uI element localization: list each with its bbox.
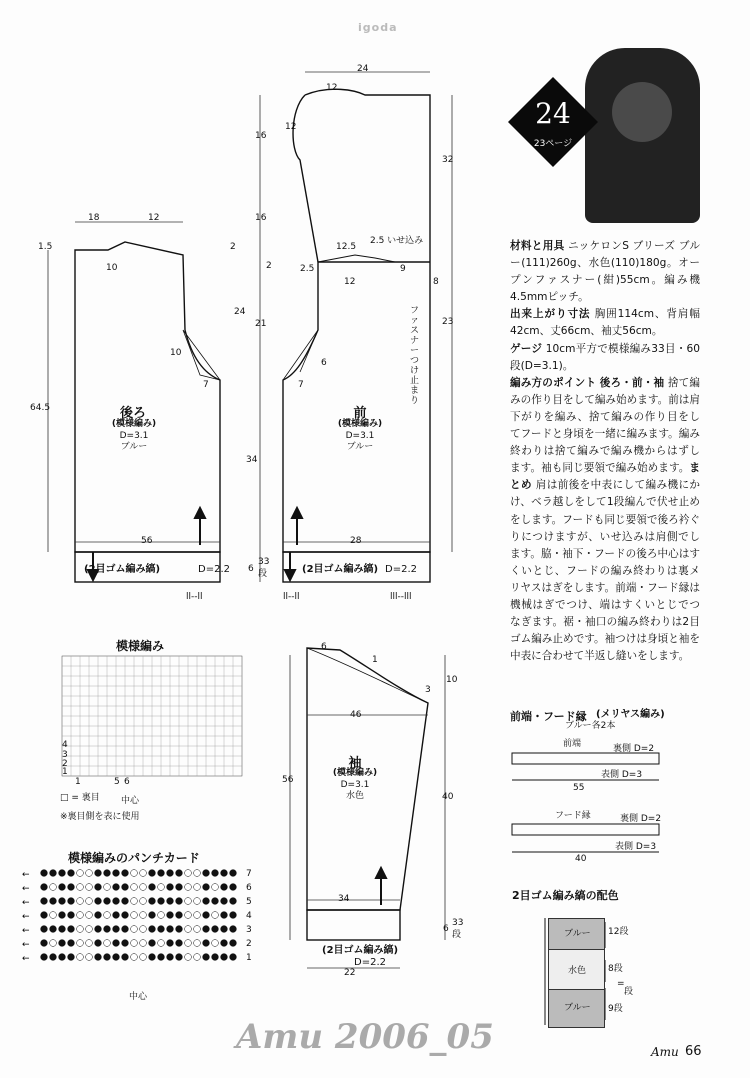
- punch-hole: [221, 912, 228, 919]
- punch-hole: [158, 884, 165, 891]
- back-stitch: (模様編み): [111, 419, 157, 429]
- punch-row-1: 1: [246, 953, 252, 963]
- punch-hole: [68, 898, 75, 905]
- sleeve-dim-46: 46: [350, 710, 362, 720]
- punch-row-3: 3: [246, 925, 252, 935]
- materials-title: 材料と用具: [510, 240, 565, 252]
- punch-hole: [212, 898, 219, 905]
- punch-hole: [77, 912, 84, 919]
- punch-hole: [131, 870, 138, 877]
- size-title: 出来上がり寸法: [510, 308, 591, 321]
- rib-rows-12: 12段: [608, 927, 629, 937]
- front-rib-marks-right: lll--lll: [390, 592, 412, 602]
- hood-edge-strip: [512, 824, 659, 835]
- punch-hole: [131, 912, 138, 919]
- punch-hole: [104, 870, 111, 877]
- punch-hole: [158, 940, 165, 947]
- hood-edge-length: 40: [575, 854, 587, 864]
- punch-hole: [221, 940, 228, 947]
- punch-hole: [140, 884, 147, 891]
- front-zipper-note: ファスナーつけ止まり: [410, 306, 420, 406]
- punch-hole: [41, 884, 48, 891]
- sleeve-dim-33: 33: [452, 918, 464, 928]
- punch-hole: [194, 954, 201, 961]
- back-outline: [75, 242, 220, 552]
- punch-hole: [131, 898, 138, 905]
- sleeve-dim-40: 40: [442, 792, 454, 802]
- punch-hole: [50, 940, 57, 947]
- punch-hole: [176, 898, 183, 905]
- col-dim-16a: 16: [255, 131, 267, 141]
- punch-hole: [212, 954, 219, 961]
- punch-hole: [95, 884, 102, 891]
- punch-hole: [221, 870, 228, 877]
- punch-hole: [122, 940, 129, 947]
- punch-hole: [140, 926, 147, 933]
- stitch-chart-title: 模様編み: [116, 639, 165, 653]
- punch-hole: [167, 884, 174, 891]
- punch-hole: [68, 926, 75, 933]
- punch-hole: [176, 954, 183, 961]
- col-dim-33: 33: [258, 557, 270, 567]
- trim-note: ブルー各2本: [565, 721, 616, 731]
- magazine-watermark: Amu 2006_05: [236, 1017, 494, 1057]
- punch-hole: [176, 870, 183, 877]
- punch-hole: [194, 884, 201, 891]
- front-dim-12-5: 12.5: [336, 242, 357, 252]
- punch-hole: [59, 884, 66, 891]
- punch-hole: [122, 912, 129, 919]
- punch-hole: [221, 884, 228, 891]
- punch-hole: [203, 926, 210, 933]
- rib-rows-9: 9段: [608, 1004, 623, 1014]
- front-edge-inner: 裏側 D=2: [613, 744, 655, 754]
- punch-hole: [122, 884, 129, 891]
- front-dim-8: 8: [433, 277, 439, 287]
- gauge-title: ゲージ: [510, 342, 543, 355]
- punch-hole: [203, 884, 210, 891]
- stitch-row-4: 4: [62, 740, 68, 750]
- punch-hole: [113, 884, 120, 891]
- punch-hole: [104, 926, 111, 933]
- punch-row-arrow: ←: [22, 884, 30, 894]
- punch-hole: [185, 912, 192, 919]
- punch-hole: [68, 884, 75, 891]
- front-dim-23: 23: [442, 317, 454, 327]
- punch-hole: [176, 926, 183, 933]
- punch-hole: [59, 940, 66, 947]
- punch-hole: [140, 940, 147, 947]
- pattern-page-ref: 23ページ: [533, 139, 573, 149]
- back-title: 後ろ: [119, 406, 146, 421]
- punch-hole: [221, 954, 228, 961]
- punch-hole: [194, 926, 201, 933]
- size-text: 胸囲114cm、背肩幅42cm、丈66cm、袖丈56cm。: [510, 308, 700, 338]
- punch-hole: [185, 940, 192, 947]
- punch-hole: [50, 870, 57, 877]
- punch-hole: [77, 898, 84, 905]
- punch-hole: [158, 926, 165, 933]
- punch-hole: [230, 898, 237, 905]
- punch-hole: [158, 870, 165, 877]
- col-dim-16b: 16: [255, 213, 267, 223]
- punch-hole: [149, 912, 156, 919]
- punch-hole: [185, 926, 192, 933]
- punch-hole: [140, 912, 147, 919]
- punch-hole: [41, 870, 48, 877]
- stitch-row-1: 1: [62, 767, 68, 777]
- punch-hole: [113, 954, 120, 961]
- punch-hole: [41, 940, 48, 947]
- punch-row-arrow: ←: [22, 940, 30, 950]
- punch-hole: [113, 898, 120, 905]
- punch-hole: [212, 940, 219, 947]
- sleeve-dim-dan: 段: [452, 930, 462, 940]
- stitch-col-1: 1: [75, 777, 81, 787]
- punch-hole: [212, 870, 219, 877]
- punch-hole: [185, 898, 192, 905]
- punch-hole: [95, 940, 102, 947]
- hood-curve: [293, 95, 318, 262]
- punch-row-6: 6: [246, 883, 252, 893]
- back-dim-18: 18: [88, 213, 100, 223]
- punch-hole: [167, 926, 174, 933]
- punch-hole: [68, 912, 75, 919]
- punch-hole: [41, 898, 48, 905]
- punch-hole: [131, 954, 138, 961]
- punch-hole: [230, 940, 237, 947]
- punch-hole: [158, 898, 165, 905]
- punch-hole: [203, 912, 210, 919]
- punch-hole: [167, 898, 174, 905]
- instructions-text: [510, 238, 700, 665]
- back-dim-10b: 10: [170, 348, 182, 358]
- punch-hole: [158, 912, 165, 919]
- trim-subtitle: (メリヤス編み): [596, 709, 665, 720]
- points-title: 編み方のポイント: [510, 376, 597, 389]
- sleeve-ribbing: (2目ゴム編み縞): [322, 945, 399, 956]
- punch-hole: [95, 926, 102, 933]
- punch-hole: [59, 912, 66, 919]
- front-dim-6: 6: [321, 358, 327, 368]
- punch-row-arrow: ←: [22, 926, 30, 936]
- sleeve-ribbing-tension: D=2.2: [354, 957, 386, 968]
- sleeve-dim-6b: 6: [443, 924, 449, 934]
- punch-hole: [77, 954, 84, 961]
- punch-hole: [113, 912, 120, 919]
- hood-edge-inner: 裏側 D=2: [620, 814, 662, 824]
- sleeve-title: 袖: [348, 756, 362, 771]
- materials-text: ニッケロンS ブリーズ ブルー(111)260g、水色(110)180g。オープンファスナー(紺)55cm。編み機4.5mmピッチ。: [510, 240, 700, 304]
- finish-title: まとめ: [510, 462, 700, 492]
- front-edge-outer: 表側 D=3: [601, 770, 643, 780]
- punch-hole: [221, 926, 228, 933]
- sleeve-dim-34: 34: [338, 894, 350, 904]
- punch-hole: [122, 954, 129, 961]
- punch-hole: [230, 870, 237, 877]
- punch-hole: [149, 926, 156, 933]
- front-outline: [283, 89, 430, 552]
- punch-row-5: 5: [246, 897, 252, 907]
- punch-hole: [185, 884, 192, 891]
- brand-label: Amu: [651, 1045, 679, 1059]
- punch-hole: [176, 940, 183, 947]
- punch-hole: [149, 940, 156, 947]
- col-dim-24: 24: [234, 307, 246, 317]
- front-dim-12a: 12: [326, 83, 338, 93]
- col-dim-21: 21: [255, 319, 267, 329]
- punch-hole: [203, 870, 210, 877]
- punch-hole: [41, 954, 48, 961]
- stitch-col-6: 6: [124, 777, 130, 787]
- punch-hole: [194, 912, 201, 919]
- punch-hole: [86, 926, 93, 933]
- punch-hole: [149, 870, 156, 877]
- front-dim-ease: 2.5 いせ込み: [370, 236, 424, 246]
- punch-hole: [68, 940, 75, 947]
- punch-hole: [212, 884, 219, 891]
- sleeve-color: 水色: [345, 791, 364, 801]
- punch-hole: [50, 912, 57, 919]
- sleeve-dim-1: 1: [372, 655, 378, 665]
- punch-hole: [140, 954, 147, 961]
- punch-hole: [104, 940, 111, 947]
- stitch-legend: □ = 裏目: [60, 793, 100, 803]
- front-tension: D=3.1: [345, 431, 375, 441]
- punch-hole: [104, 898, 111, 905]
- front-rib-marks: ll--ll: [283, 592, 300, 602]
- sleeve-dim-3: 3: [425, 685, 431, 695]
- punch-hole: [149, 954, 156, 961]
- punch-hole: [113, 940, 120, 947]
- punch-hole: [122, 870, 129, 877]
- punch-hole: [122, 898, 129, 905]
- punch-hole: [104, 884, 111, 891]
- punch-row-4: 4: [246, 911, 252, 921]
- punch-center: 中心: [129, 992, 148, 1002]
- sleeve-dim-56: 56: [282, 775, 294, 785]
- punch-hole: [50, 926, 57, 933]
- hood-edge-outer: 表側 D=3: [615, 842, 657, 852]
- rib-equals: =: [617, 979, 625, 989]
- punch-hole: [230, 954, 237, 961]
- rib-bracket-dan: 段: [624, 987, 634, 997]
- col-dim-34: 34: [246, 455, 258, 465]
- col-dim-2b: 2: [266, 261, 272, 271]
- punch-hole: [95, 912, 102, 919]
- punch-hole: [230, 912, 237, 919]
- stitch-col-5: 5: [114, 777, 120, 787]
- punch-hole: [203, 898, 210, 905]
- back-ribbing-tension: D=2.2: [198, 564, 230, 575]
- punch-hole: [86, 912, 93, 919]
- punch-hole: [203, 940, 210, 947]
- front-edge-label: 前端: [563, 739, 582, 749]
- punch-hole: [176, 912, 183, 919]
- front-stitch: (模様編み): [337, 419, 383, 429]
- punch-hole: [86, 940, 93, 947]
- stitch-row-2: 2: [62, 759, 68, 769]
- col-dim-2a: 2: [230, 242, 236, 252]
- punch-hole: [50, 884, 57, 891]
- sleeve-tension: D=3.1: [340, 780, 370, 790]
- punch-hole: [41, 912, 48, 919]
- rib-stripe-light-blue: 水色: [568, 966, 587, 976]
- punch-hole: [95, 870, 102, 877]
- back-dim-10a: 10: [106, 263, 118, 273]
- punch-hole: [230, 884, 237, 891]
- punch-hole: [176, 884, 183, 891]
- punch-row-arrow: ←: [22, 898, 30, 908]
- punch-hole: [59, 898, 66, 905]
- punch-hole: [194, 940, 201, 947]
- punch-hole: [194, 898, 201, 905]
- col-dim-6: 6: [248, 564, 254, 574]
- front-edge-strip: [512, 753, 659, 764]
- front-dim-28: 28: [350, 536, 362, 546]
- front-edge-length: 55: [573, 783, 585, 793]
- rib-stripe-blue-1: ブルー: [564, 929, 591, 939]
- punch-hole: [167, 870, 174, 877]
- punch-card-title: 模様編みのパンチカード: [68, 851, 200, 865]
- punch-hole: [104, 912, 111, 919]
- points-text: 捨て編みの作り目をして編み始めます。前は肩下がりを編み、捨て編みの作り目をしてフードと身頃を一緒に編みます。編み終わりは捨て編みで編み機からはずします。袖も同じ要領で編み始めます。: [510, 376, 701, 475]
- col-dim-dan: 段: [258, 569, 268, 579]
- punch-row-7: 7: [246, 869, 252, 879]
- trim-title: 前端・フード縁: [510, 710, 587, 723]
- front-dim-2-5: 2.5: [300, 264, 315, 274]
- punch-hole: [194, 870, 201, 877]
- punch-hole: [86, 870, 93, 877]
- punch-hole: [158, 954, 165, 961]
- gauge-text: 10cm平方で模様編み33目・60段(D=3.1)。: [510, 342, 700, 372]
- hood-photo-detail: [612, 82, 672, 142]
- front-dim-9: 9: [400, 264, 406, 274]
- pattern-number: 24: [535, 97, 571, 130]
- punch-hole: [221, 898, 228, 905]
- back-dim-1-5: 1.5: [38, 242, 53, 252]
- page-number: 66: [685, 1044, 702, 1059]
- back-tension: D=3.1: [119, 431, 149, 441]
- front-dim-12c: 12: [344, 277, 356, 287]
- sleeve-dim-6a: 6: [321, 642, 327, 652]
- back-dim-64-5: 64.5: [30, 403, 51, 413]
- punch-hole: [68, 954, 75, 961]
- punch-hole: [104, 954, 111, 961]
- points-sub: 後ろ・前・袖: [599, 376, 665, 389]
- front-title: 前: [353, 406, 367, 421]
- punch-hole: [77, 884, 84, 891]
- punch-hole: [167, 940, 174, 947]
- stitch-row-3: 3: [62, 750, 68, 760]
- front-dim-12b: 12: [285, 122, 297, 132]
- sleeve-ribbing-outline: [307, 910, 400, 940]
- stitch-note: ※裏目側を表に使用: [60, 812, 140, 822]
- watermark: igoda: [358, 21, 398, 34]
- punch-hole: [77, 870, 84, 877]
- punch-hole: [230, 926, 237, 933]
- punch-hole: [140, 870, 147, 877]
- rib-rows-8: 8段: [608, 964, 623, 974]
- front-color: ブルー: [346, 442, 374, 452]
- punch-hole: [113, 870, 120, 877]
- back-color: ブルー: [120, 442, 148, 452]
- punch-hole: [50, 954, 57, 961]
- punch-row-arrow: ←: [22, 954, 30, 964]
- punch-hole: [185, 870, 192, 877]
- back-dim-12: 12: [148, 213, 160, 223]
- punch-row-2: 2: [246, 939, 252, 949]
- punch-hole: [131, 884, 138, 891]
- punch-hole: [212, 926, 219, 933]
- punch-hole: [212, 912, 219, 919]
- front-ribbing: (2目ゴム編み縞): [302, 564, 379, 575]
- punch-hole: [131, 940, 138, 947]
- rib-stripes-title: 2目ゴム編み縞の配色: [512, 889, 619, 902]
- punch-hole: [95, 954, 102, 961]
- punch-hole: [50, 898, 57, 905]
- punch-hole: [167, 954, 174, 961]
- punch-hole: [86, 954, 93, 961]
- punch-hole: [149, 898, 156, 905]
- punch-hole: [86, 898, 93, 905]
- punch-hole: [131, 926, 138, 933]
- sleeve-dim-10: 10: [446, 675, 458, 685]
- stitch-center: 中心: [121, 796, 140, 806]
- punch-hole: [113, 926, 120, 933]
- punch-hole: [95, 898, 102, 905]
- punch-hole: [59, 926, 66, 933]
- sleeve-dim-22: 22: [344, 968, 356, 978]
- back-dim-56: 56: [141, 536, 153, 546]
- punch-hole: [59, 954, 66, 961]
- punch-hole: [77, 926, 84, 933]
- punch-row-arrow: ←: [22, 870, 30, 880]
- back-rib-marks: ll--ll: [186, 592, 203, 602]
- front-dim-32: 32: [442, 155, 454, 165]
- hood-edge-label: フード縁: [555, 811, 591, 821]
- punch-row-arrow: ←: [22, 912, 30, 922]
- sleeve-stitch: (模様編み): [332, 768, 378, 778]
- punch-hole: [86, 884, 93, 891]
- punch-hole: [41, 926, 48, 933]
- punch-hole: [59, 870, 66, 877]
- front-dim-24: 24: [357, 64, 369, 74]
- punch-hole: [140, 898, 147, 905]
- back-ribbing: (2目ゴム編み縞): [84, 564, 161, 575]
- sleeve-outline: [307, 648, 428, 910]
- punch-hole: [185, 954, 192, 961]
- back-dim-7: 7: [203, 380, 209, 390]
- punch-hole: [167, 912, 174, 919]
- punch-hole: [77, 940, 84, 947]
- punch-hole: [122, 926, 129, 933]
- rib-stripe-blue-2: ブルー: [564, 1003, 591, 1013]
- front-dim-7: 7: [298, 380, 304, 390]
- punch-hole: [203, 954, 210, 961]
- finish-text: 肩は前後を中表にして編み機にかけ、ベラ越しをして1段編んで伏せ止めをします。フードも同じ要領で後ろ衿ぐりにつけますが、いせ込みは肩側でします。脇・袖下・フードの後ろ中心はすくいとじ、フードの編み終わりは裏メリヤスはぎをします。前端・フード縁は機械はぎでつけ、端はすくいとじでつなぎます。裾・袖口の編み終わりは2目ゴム編み止めです。袖つけは身頃と袖を中表に合わせて半返し縫いをします。: [510, 479, 701, 663]
- front-ribbing-tension: D=2.2: [385, 564, 417, 575]
- punch-hole: [68, 870, 75, 877]
- punch-hole: [149, 884, 156, 891]
- punch-card-grid: [22, 870, 236, 964]
